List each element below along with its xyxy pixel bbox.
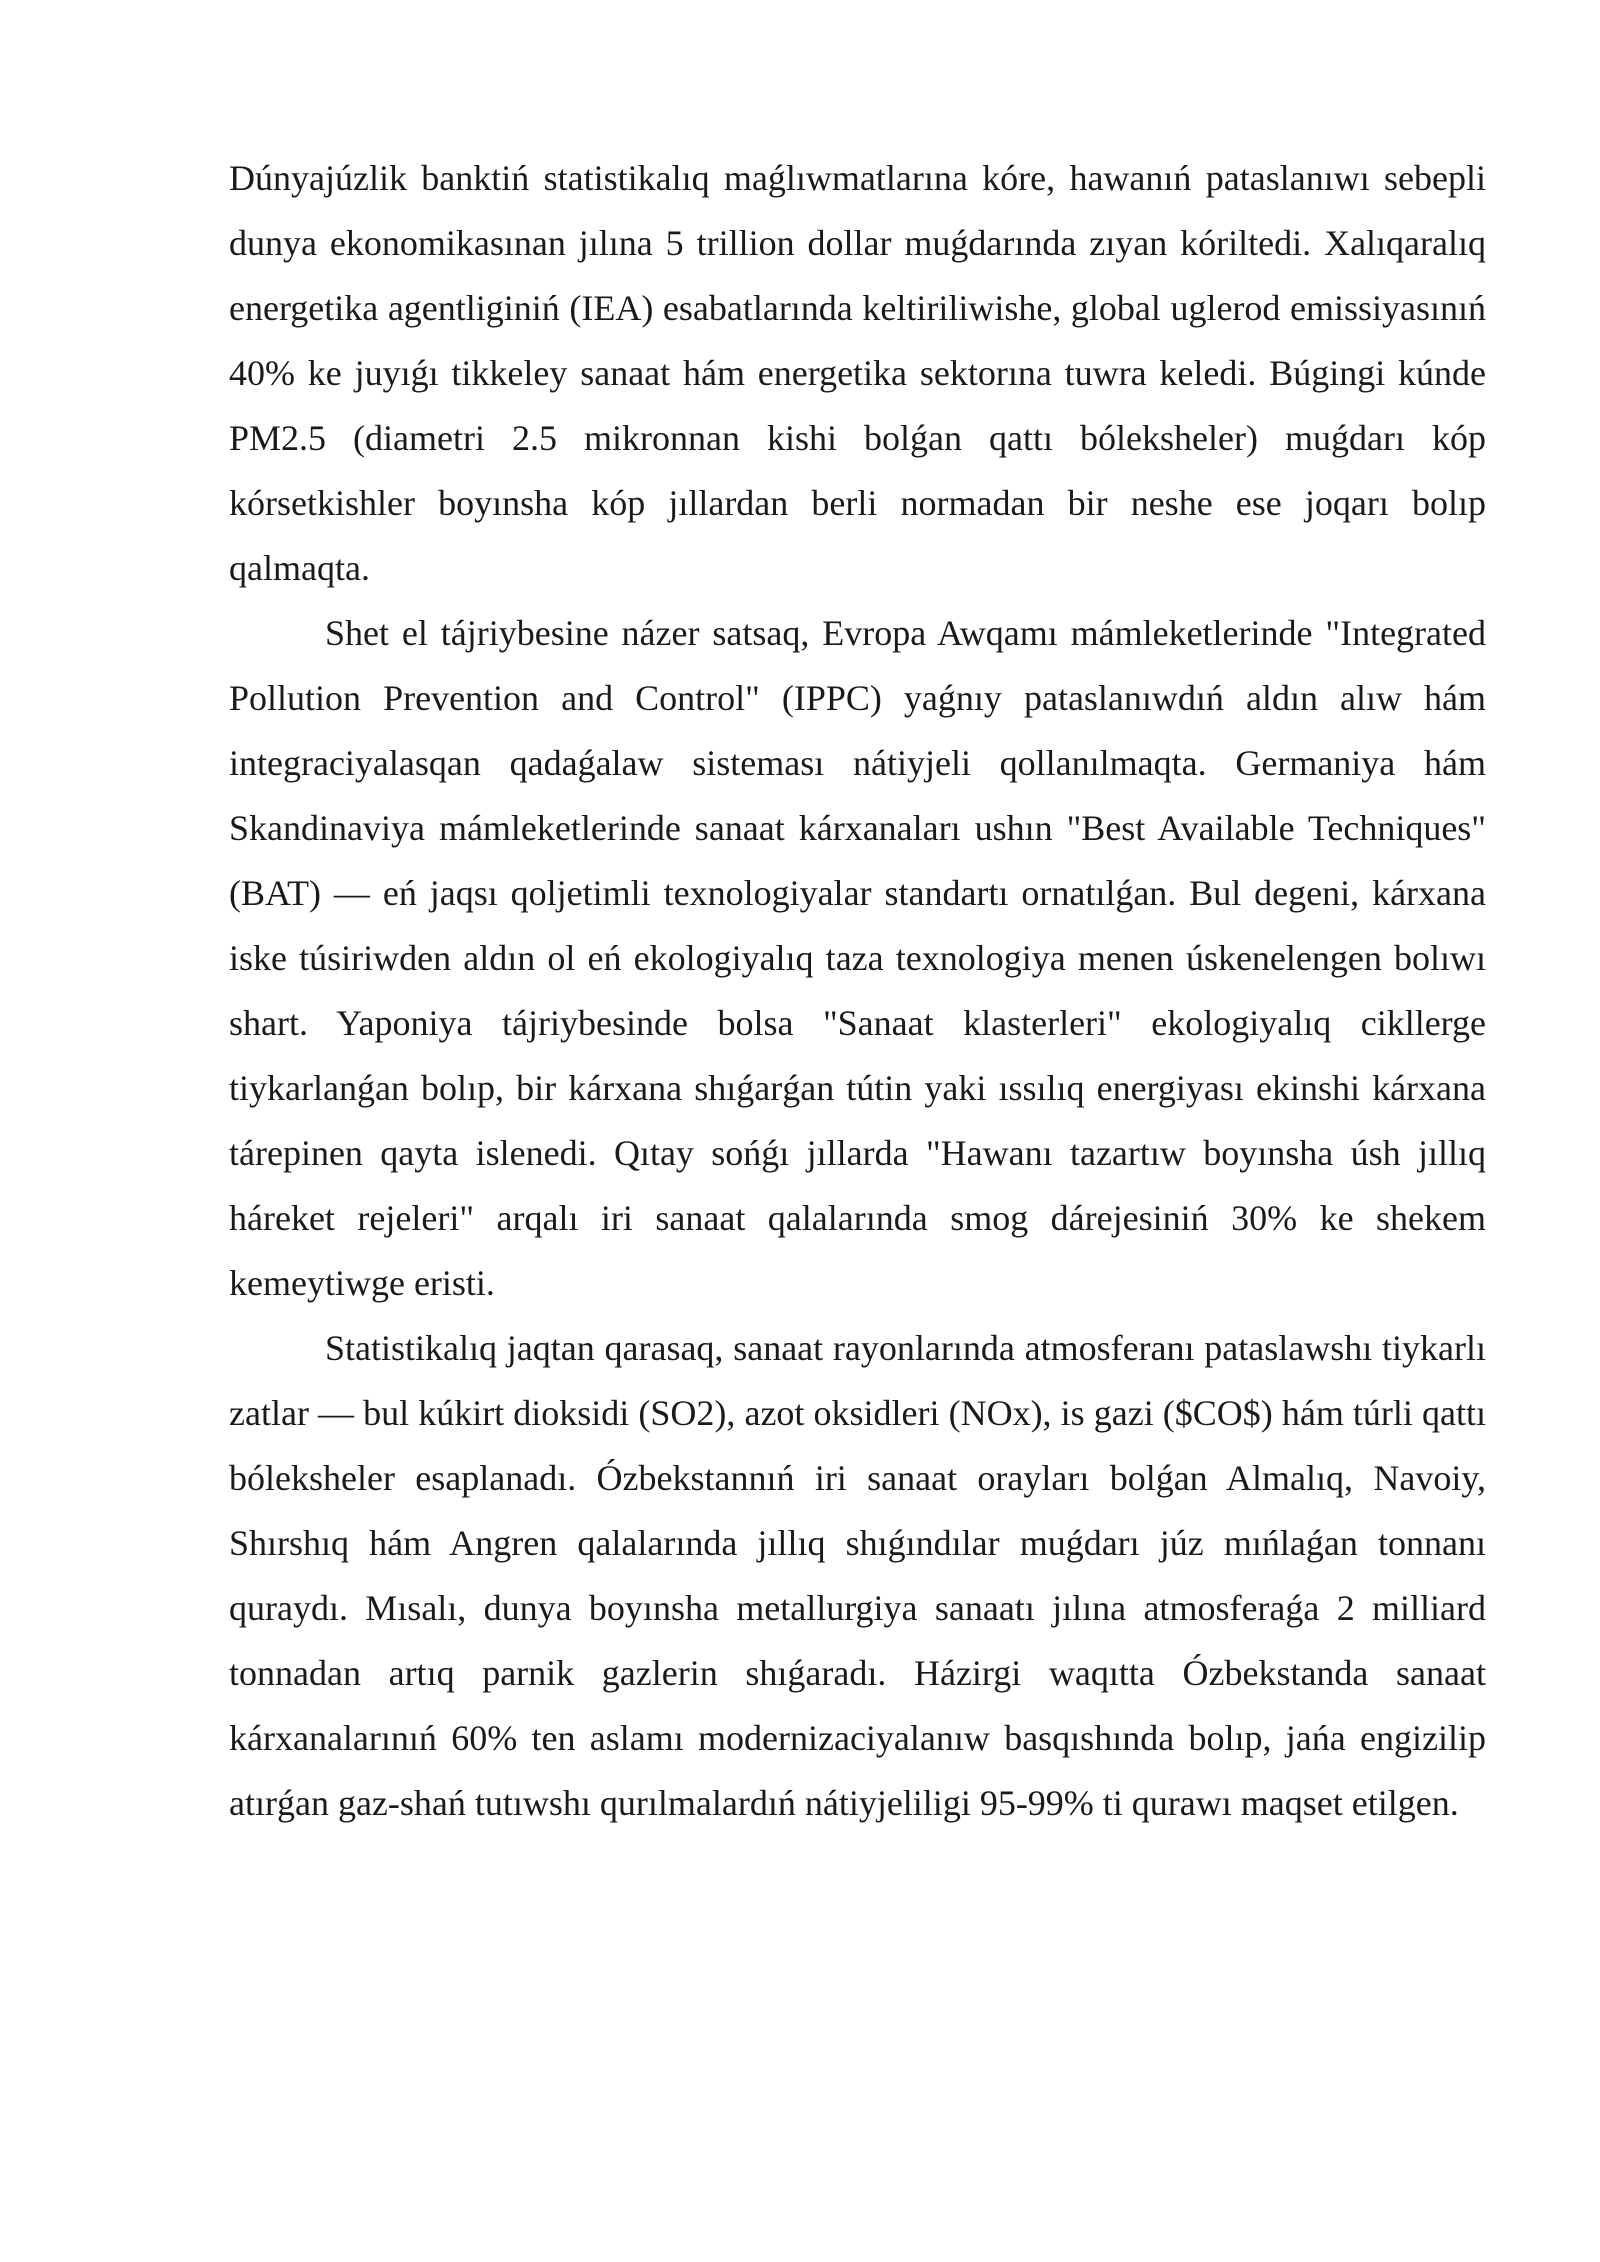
paragraph-foreign-experience: Shet el tájriybesine názer satsaq, Evropa Awqamı mámleketlerinde "Integrated Pollution Prevention and Control" (IPPC) yaǵnıy pataslanıwdıń aldın alıw hám integraciyalasqan qadaǵalaw sisteması nátiyjeli qollanılmaqta. Germaniya hám Skandinaviya mámleketlerinde sanaat kárxanaları ushın "Best Available Techniques" (BAT) — eń jaqsı qoljetimli texnologiyalar standartı ornatılǵan. Bul degeni, kárxana iske túsiriwden aldın ol eń ekologiyalıq taza texnologiya menen úskenelengen bolıwı shart. Yaponiya tájriybesinde bolsa "Sanaat klasterleri" ekologiyalıq cikllerge tiykarlanǵan bolıp, bir kárxana shıǵarǵan tútin yaki ıssılıq energiyası ekinshi kárxana tárepinen qayta islenedi. Qıtay sońǵı jıllarda "Hawanı tazartıw boyınsha úsh jıllıq háreket rejeleri" arqalı iri sanaat qalalarında smog dárejesiniń 30% ke shekem kemeytiwge eristi. bbox=[229, 613, 1486, 1303]
document-body bbox=[229, 146, 1486, 1836]
paragraph-pollution-statistics: Dúnyajúzlik banktiń statistikalıq maǵlıwmatlarına kóre, hawanıń pataslanıwı sebepli dunya ekonomikasınan jılına 5 trillion dollar muǵdarında zıyan kóriltedi. Xalıqaralıq energetika agentliginiń (IEA) esabatlarında keltiriliwishe, global uglerod emissiyasınıń 40% ke juyıǵı tikkeley sanaat hám energetika sektorına tuwra keledi. Búgingi kúnde PM2.5 (diametri 2.5 mikronnan kishi bolǵan qattı bólеksheler) muǵdarı kóp kórsetkishler boyınsha kóp jıllardan berli normadan bir neshe ese joqarı bolıp qalmaqta. bbox=[229, 158, 1486, 588]
paragraph-industrial-pollutants: Statistikalıq jaqtan qarasaq, sanaat rayonlarında atmosferanı pataslawshı tiykarlı zatlar — bul kúkirt dioksidi (SO2), azot oksidleri (NOx), is gazi ($CO$) hám túrli qattı bólеksheler esaplanadı. Ózbekstannıń iri sanaat orayları bolǵan Almalıq, Navoiy, Shırshıq hám Angren qalalarında jıllıq shıǵındılar muǵdarı júz mıńlaǵan tonnanı quraydı. Mısalı, dunya boyınsha metallurgiya sanaatı jılına atmosferaǵa 2 milliard tonnadan artıq parnik gazlerin shıǵaradı. Házirgi waqıtta Ózbekstanda sanaat kárxanalarınıń 60% ten aslamı modernizaciyalanıw basqıshında bolıp, jańa engizilip atırǵan gaz-shań tutıwshı qurılmalardıń nátiyjeliligi 95-99% ti qurawı maqset etilgen. bbox=[229, 1328, 1486, 1823]
